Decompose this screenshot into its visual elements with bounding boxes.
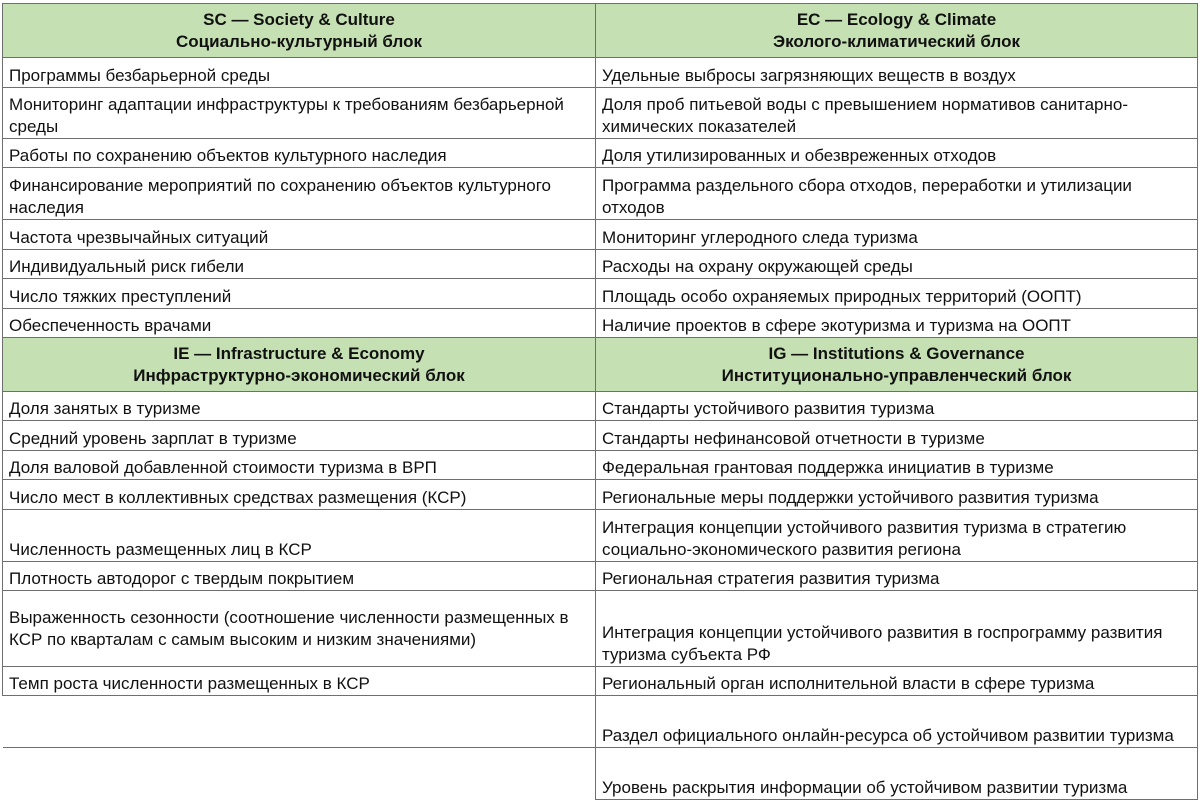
section-header-ie	[3, 338, 596, 392]
table-cell: Интеграция концепции устойчивого развития в госпрограмму развития туризма субъекта РФ	[596, 591, 1198, 667]
section-title-ec: Эколого-климатический блок	[773, 31, 1020, 51]
table-cell: Раздел официального онлайн-ресурса об устойчивом развитии туризма	[596, 696, 1198, 748]
section-code-ig: IG — Institutions & Governance	[768, 343, 1025, 363]
table-cell: Доля валовой добавленной стоимости туризма в ВРП	[3, 451, 596, 480]
section-code-sc: SC — Society & Culture	[203, 9, 395, 29]
table-cell: Индивидуальный риск гибели	[3, 250, 596, 279]
table-cell: Уровень раскрытия информации об устойчивом развитии туризма	[596, 748, 1198, 800]
table-row	[3, 250, 1198, 279]
table-row	[3, 58, 1198, 88]
section-title-sc: Социально-культурный блок	[176, 31, 422, 51]
table-cell: Доля занятых в туризме	[3, 392, 596, 421]
table-row	[3, 168, 1198, 220]
table-row	[3, 562, 1198, 591]
table-row	[3, 309, 1198, 338]
header-row-top	[3, 4, 1198, 58]
table-cell: Число тяжких преступлений	[3, 279, 596, 309]
header-row-bottom	[3, 338, 1198, 392]
table-cell: Интеграция концепции устойчивого развития туризма в стратегию социально-экономического развития региона	[596, 510, 1198, 562]
table-row	[3, 480, 1198, 510]
table-cell: Численность размещенных лиц в КСР	[3, 510, 596, 562]
table-cell: Расходы на охрану окружающей среды	[596, 250, 1198, 279]
table-cell: Выраженность сезонности (соотношение численности размещенных в КСР по кварталам с самым высоким и низким значениями)	[3, 591, 596, 667]
section-header-ec	[596, 4, 1198, 58]
table-row	[3, 279, 1198, 309]
table-cell: Региональный орган исполнительной власти в сфере туризма	[596, 667, 1198, 696]
table-cell: Финансирование мероприятий по сохранению объектов культурного наследия	[3, 168, 596, 220]
table-cell: Плотность автодорог с твердым покрытием	[3, 562, 596, 591]
table-cell: Стандарты устойчивого развития туризма	[596, 392, 1198, 421]
table-cell: Удельные выбросы загрязняющих веществ в воздух	[596, 58, 1198, 88]
table-cell: Стандарты нефинансовой отчетности в туризме	[596, 421, 1198, 451]
table-cell: Доля утилизированных и обезвреженных отходов	[596, 139, 1198, 168]
table-cell: Число мест в коллективных средствах размещения (КСР)	[3, 480, 596, 510]
table-cell: Программы безбарьерной среды	[3, 58, 596, 88]
table-row	[3, 139, 1198, 168]
table-row	[3, 88, 1198, 139]
section-title-ig: Институционально-управленческий блок	[721, 365, 1072, 385]
table-cell-empty	[3, 748, 596, 800]
section-header-ig	[596, 338, 1198, 392]
table-cell: Мониторинг адаптации инфраструктуры к требованиям безбарьерной среды	[3, 88, 596, 139]
table-row	[3, 510, 1198, 562]
table-cell: Программа раздельного сбора отходов, переработки и утилизации отходов	[596, 168, 1198, 220]
table-cell: Наличие проектов в сфере экотуризма и туризма на ООПТ	[596, 309, 1198, 338]
table-cell: Обеспеченность врачами	[3, 309, 596, 338]
table-row	[3, 451, 1198, 480]
table-cell: Работы по сохранению объектов культурного наследия	[3, 139, 596, 168]
table-cell: Федеральная грантовая поддержка инициатив в туризме	[596, 451, 1198, 480]
table-row	[3, 591, 1198, 667]
table-cell: Региональная стратегия развития туризма	[596, 562, 1198, 591]
table-cell: Региональные меры поддержки устойчивого развития туризма	[596, 480, 1198, 510]
section-code-ie: IE — Infrastructure & Economy	[173, 343, 425, 363]
table-row	[3, 392, 1198, 421]
table-cell: Доля проб питьевой воды с превышением нормативов санитарно-химических показателей	[596, 88, 1198, 139]
table-row	[3, 667, 1198, 696]
table-row	[3, 696, 1198, 748]
section-header-sc	[3, 4, 596, 58]
table-cell: Мониторинг углеродного следа туризма	[596, 220, 1198, 250]
section-title-ie: Инфраструктурно-экономический блок	[133, 365, 465, 385]
table-cell: Площадь особо охраняемых природных территорий (ООПТ)	[596, 279, 1198, 309]
table-row	[3, 421, 1198, 451]
section-code-ec: EC — Ecology & Climate	[796, 9, 997, 29]
indicator-table	[2, 3, 1198, 800]
table-cell: Темп роста численности размещенных в КСР	[3, 667, 596, 696]
table-cell: Частота чрезвычайных ситуаций	[3, 220, 596, 250]
table-row	[3, 748, 1198, 800]
table-cell: Средний уровень зарплат в туризме	[3, 421, 596, 451]
table-row	[3, 220, 1198, 250]
table-cell-empty	[3, 696, 596, 748]
